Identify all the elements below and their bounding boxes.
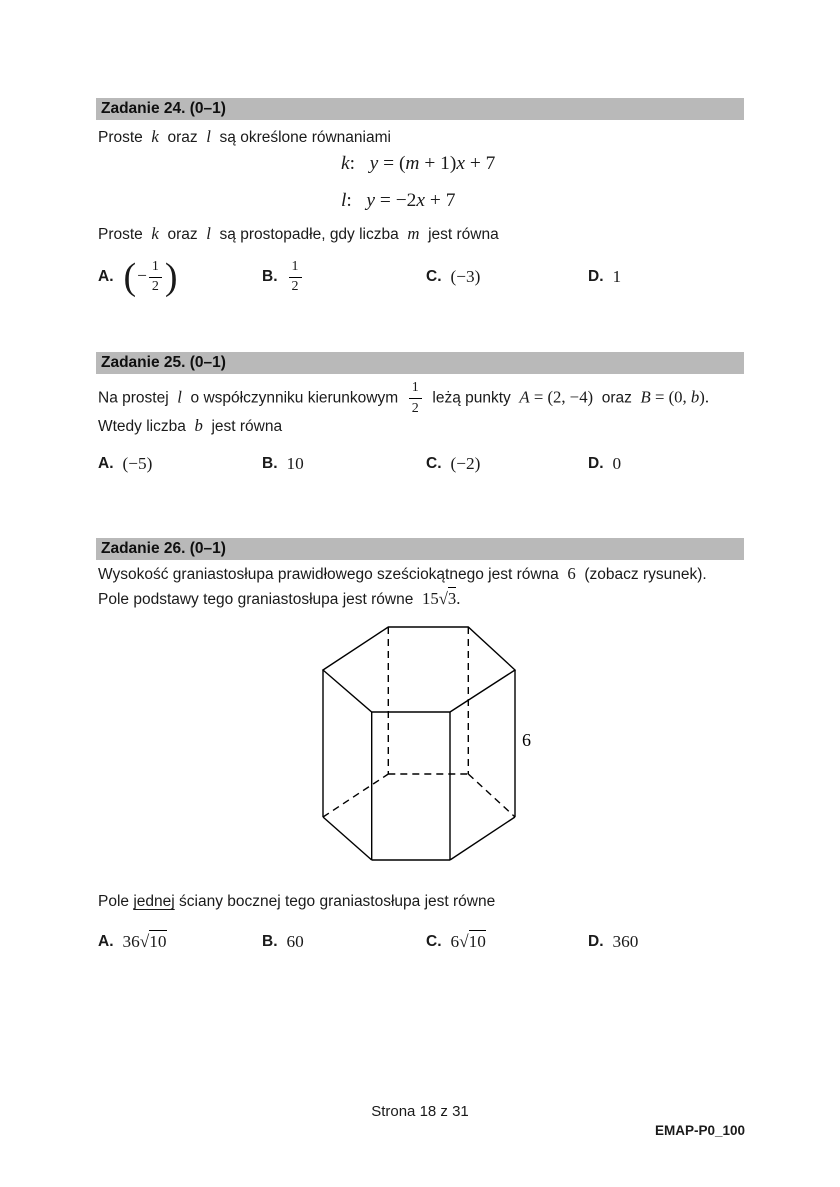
task-25-text-line2: Wtedy liczba b jest równa [98,416,283,435]
task-24-intro: Proste k oraz l są określone równaniami [98,127,391,146]
task-26-answers [96,922,744,962]
answer-letter: C. [426,933,442,950]
task-24-header [96,98,744,120]
answer-value: 1 [612,267,622,286]
answer-letter: A. [98,455,114,472]
answer-letter: B. [262,933,278,950]
hexagonal-prism-drawing [300,615,540,870]
answer-letter: B. [262,455,278,472]
answer-option-25b [262,449,304,479]
answer-letter: D. [588,455,604,472]
answer-value: (− $\frac{1}{2}$ ) [123,256,178,298]
answer-letter: D. [588,933,604,950]
task-25-text-line1: Na prostej l o współczynniku kierunkowym $\frac{1}{2}$ leżą punkty A = (2, −4) oraz B = (0, b). [98,380,710,416]
task-26-question: Pole jednej ściany bocznej tego graniastosłupa jest równe [98,893,496,910]
answer-letter: D. [588,268,604,285]
task-25-header [96,352,744,374]
answer-option-25a [98,449,152,479]
answer-value: 360 [612,932,639,951]
answer-value: 0 [612,454,622,473]
answer-letter: B. [262,268,278,285]
answer-value: (−3) [450,267,481,286]
answer-option-26d [588,922,638,962]
answer-option-26c [426,922,486,962]
task-26-text-line2: Pole podstawy tego graniastosłupa jest równe 15√3. [98,589,461,608]
answer-option-24c [426,252,480,302]
answer-letter: A. [98,268,114,285]
answer-value: 6√10 [450,932,486,951]
answer-option-26a [98,922,167,962]
answer-value: 60 [286,932,304,951]
answer-letter: A. [98,933,114,950]
answer-value: (−2) [450,454,481,473]
answer-option-25c [426,449,480,479]
answer-option-25d [588,449,621,479]
prism-height-label: 6 [522,730,531,750]
task-26-text-line1: Wysokość graniastosłupa prawidłowego sześciokątnego jest równa 6 (zobacz rysunek). [98,564,707,583]
task-26-title: Zadanie 26. (0–1) [101,540,226,557]
task-24-title: Zadanie 24. (0–1) [101,100,226,117]
answer-letter: C. [426,268,442,285]
task-25-title: Zadanie 25. (0–1) [101,354,226,371]
answer-option-26b [262,922,304,962]
answer-option-24a [98,252,179,302]
answer-letter: C. [426,455,442,472]
task-25-answers [96,449,744,479]
answer-value: $\frac{1}{2}$ [287,260,304,295]
answer-value: (−5) [122,454,153,473]
answer-value: 36√10 [122,932,167,951]
answer-option-24d [588,252,621,302]
page-number: Strona 18 z 31 [371,1103,469,1120]
task-24-answers [96,252,744,302]
equation-l: l: y = −2x + 7 [341,190,456,211]
answer-value: 10 [286,454,304,473]
task-24-question: Proste k oraz l są prostopadłe, gdy liczba m jest równa [98,224,499,243]
task-26-header [96,538,744,560]
hexagonal-prism-figure [300,615,540,870]
answer-option-24b [262,252,304,302]
equation-k: k: y = (m + 1)x + 7 [341,153,496,174]
exam-code: EMAP-P0_100 [654,1123,745,1138]
